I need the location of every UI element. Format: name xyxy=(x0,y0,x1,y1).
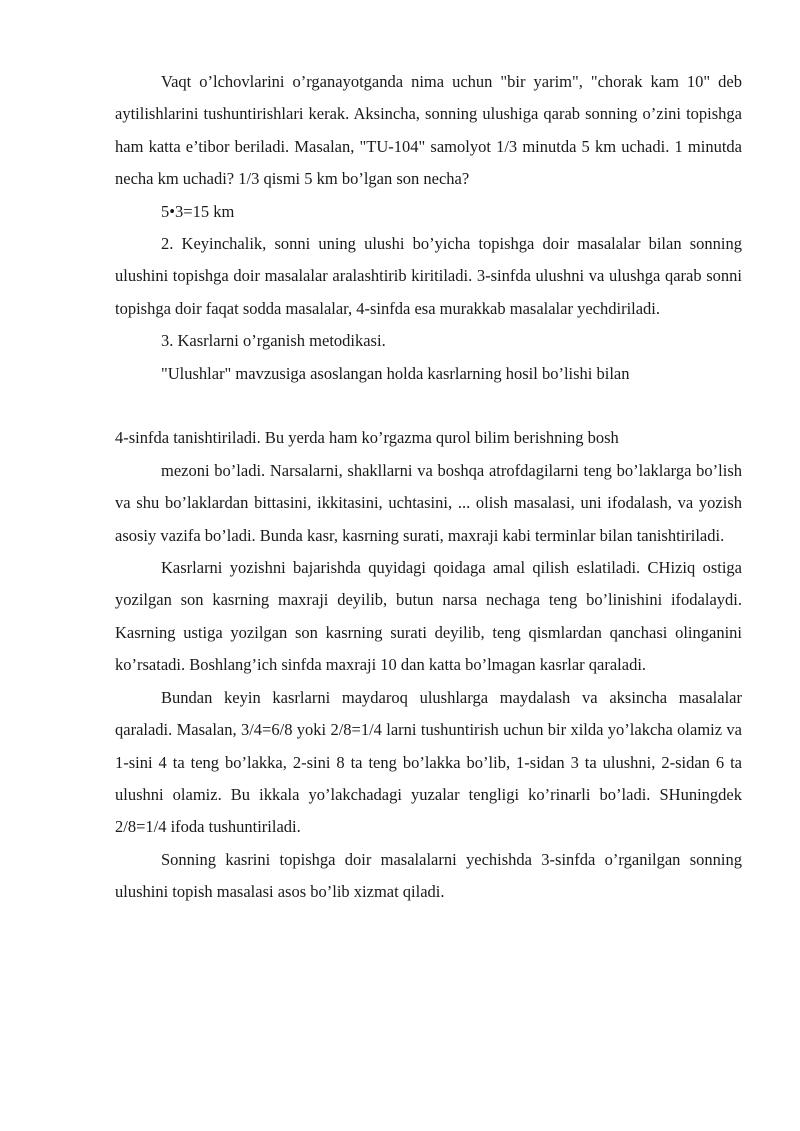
paragraph-time-measures: Vaqt o’lchovlarini o’rganayotganda nima uchun "bir yarim", "chorak kam 10" deb aytilishlarini tushuntirishlari kerak. Aksincha, sonning ulushiga qarab sonning o’zini topishga ham katta e’tibor beriladi. Masalan, "TU-104" samolyot 1/3 minutda 5 km uchadi. 1 minutda necha km uchadi? 1/3 qismi 5 km bo’lgan son necha? xyxy=(115,72,742,189)
paragraph-calculation: 5•3=15 km xyxy=(161,201,235,221)
page-break-gap xyxy=(115,390,742,422)
paragraph-equivalent-fractions: Bundan keyin kasrlarni maydaroq ulushlarga maydalash va aksincha masalalar qaraladi. Masalan, 3/4=6/8 yoki 2/8=1/4 larni tushuntirish uchun bir xilda yo’lakcha olamiz va 1-sini 4 ta teng bo’lakka, 2-sini 8 ta teng bo’lakka bo’lib, 1-sidan 3 ta ulushni, 2-sidan 6 ta ulushni olamiz. Bu ikkala yo’lakchadagi yuzalar tengligi ko’rinarli bo’ladi. SHuningdek 2/8=1/4 ifoda tushuntiriladi. xyxy=(115,687,742,837)
paragraph-dividing-objects: mezoni bo’ladi. Narsalarni, shakllarni va boshqa atrofdagilarni teng bo’laklarga bo’lish va shu bo’laklardan bittasini, ikkitasini, uchtasini, ... olish masalasi, uni ifodalash, va yozish asosiy vazifa bo’ladi. Bunda kasr, kasrning surati, maxraji kabi terminlar bilan tanishtiriladi. xyxy=(115,460,742,545)
paragraph-mixed-problems: 2. Keyinchalik, sonni uning ulushi bo’yicha topishga doir masalalar bilan sonning ulushini topishga doir masalalar aralashtirib kiritiladi. 3-sinfda ulushni va ulushga qarab sonni topishga doir faqat sodda masalalar, 4-sinfda esa murakkab masalalar yechdiriladi. xyxy=(115,234,742,318)
paragraph-shares-topic: "Ulushlar" mavzusiga asoslangan holda kasrlarning hosil bo’lishi bilan xyxy=(161,363,630,383)
section-heading-fractions-methodology: 3. Kasrlarni o’rganish metodikasi. xyxy=(161,331,386,351)
paragraph-grade-four: 4-sinfda tanishtiriladi. Bu yerda ham ko’rgazma qurol bilim berishning bosh xyxy=(115,428,619,448)
paragraph-writing-fractions: Kasrlarni yozishni bajarishda quyidagi qoidaga amal qilish eslatiladi. CHiziq ostiga yozilgan son kasrning maxraji deyilib, butun narsa nechaga teng bo’linishini ifodalaydi. Kasrning ustiga yozilgan son kasrning surati deyilib, teng qismlardan qanchasi olinganini ko’rsatadi. Boshlang’ich sinfda maxraji 10 dan katta bo’lmagan kasrlar qaraladi. xyxy=(115,558,742,675)
paragraph-fraction-of-number: Sonning kasrini topishga doir masalalarni yechishda 3-sinfda o’rganilgan sonning ulushini topish masalasi asos bo’lib xizmat qiladi. xyxy=(115,849,742,902)
document-page xyxy=(115,66,742,909)
